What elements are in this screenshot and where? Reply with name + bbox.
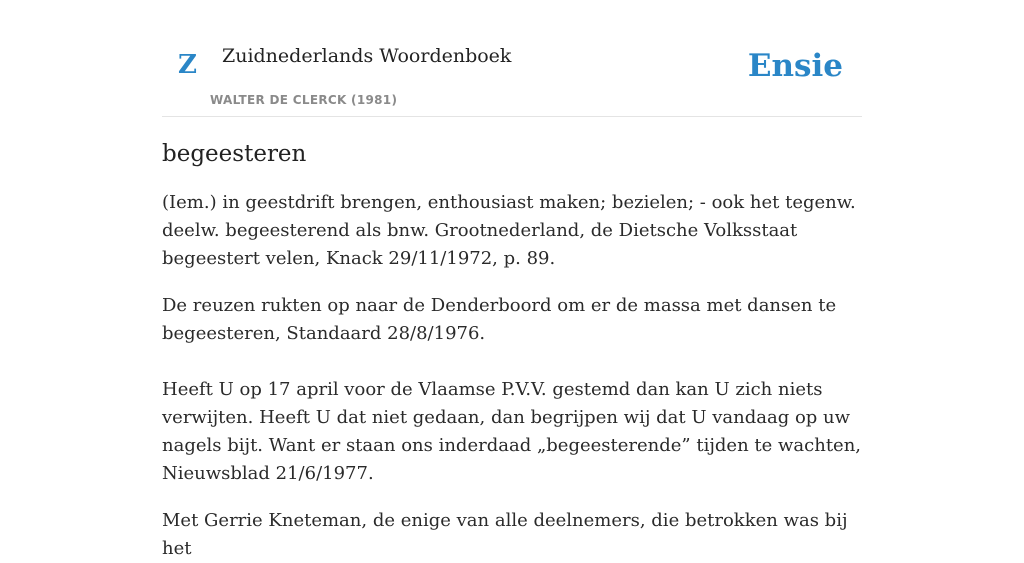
entry-definition: (Iem.) in geestdrift brengen, enthousiast maken; bezielen; - ook het tegenw. deelw. begeesterend als bnw. Grootnederland, de Dietsche Volksstaat begeestert velen, Knack 29/11/1972, p. 89. xyxy=(162,191,856,269)
dictionary-page xyxy=(162,0,862,563)
dictionary-header xyxy=(162,0,862,117)
dictionary-logo[interactable]: Z xyxy=(178,50,197,80)
ensie-brand-logo[interactable]: Ensie xyxy=(747,48,843,84)
dictionary-title-link[interactable]: Zuidnederlands Woordenboek xyxy=(222,45,512,67)
dictionary-author: WALTER DE CLERCK (1981) xyxy=(210,93,398,107)
entry-example: Heeft U op 17 april voor de Vlaamse P.V.V. gestemd dan kan U zich niets verwijten. Heeft U dat niet gedaan, dan begrijpen wij dat U vandaag op uw nagels bijt. Want er staan ons inderdaad „begeesterende” tijden te wachten, Nieuwsblad 21/6/1977. xyxy=(162,378,862,484)
entry-example: De reuzen rukten op naar de Denderboord om er de massa met dansen te begeesteren, Standaard 28/8/1976. xyxy=(162,294,837,344)
entry-example: Met Gerrie Kneteman, de enige van alle deelnemers, die betrokken was bij het xyxy=(162,509,848,559)
entry-title: begeesteren xyxy=(162,141,307,167)
entry-content xyxy=(162,189,862,563)
